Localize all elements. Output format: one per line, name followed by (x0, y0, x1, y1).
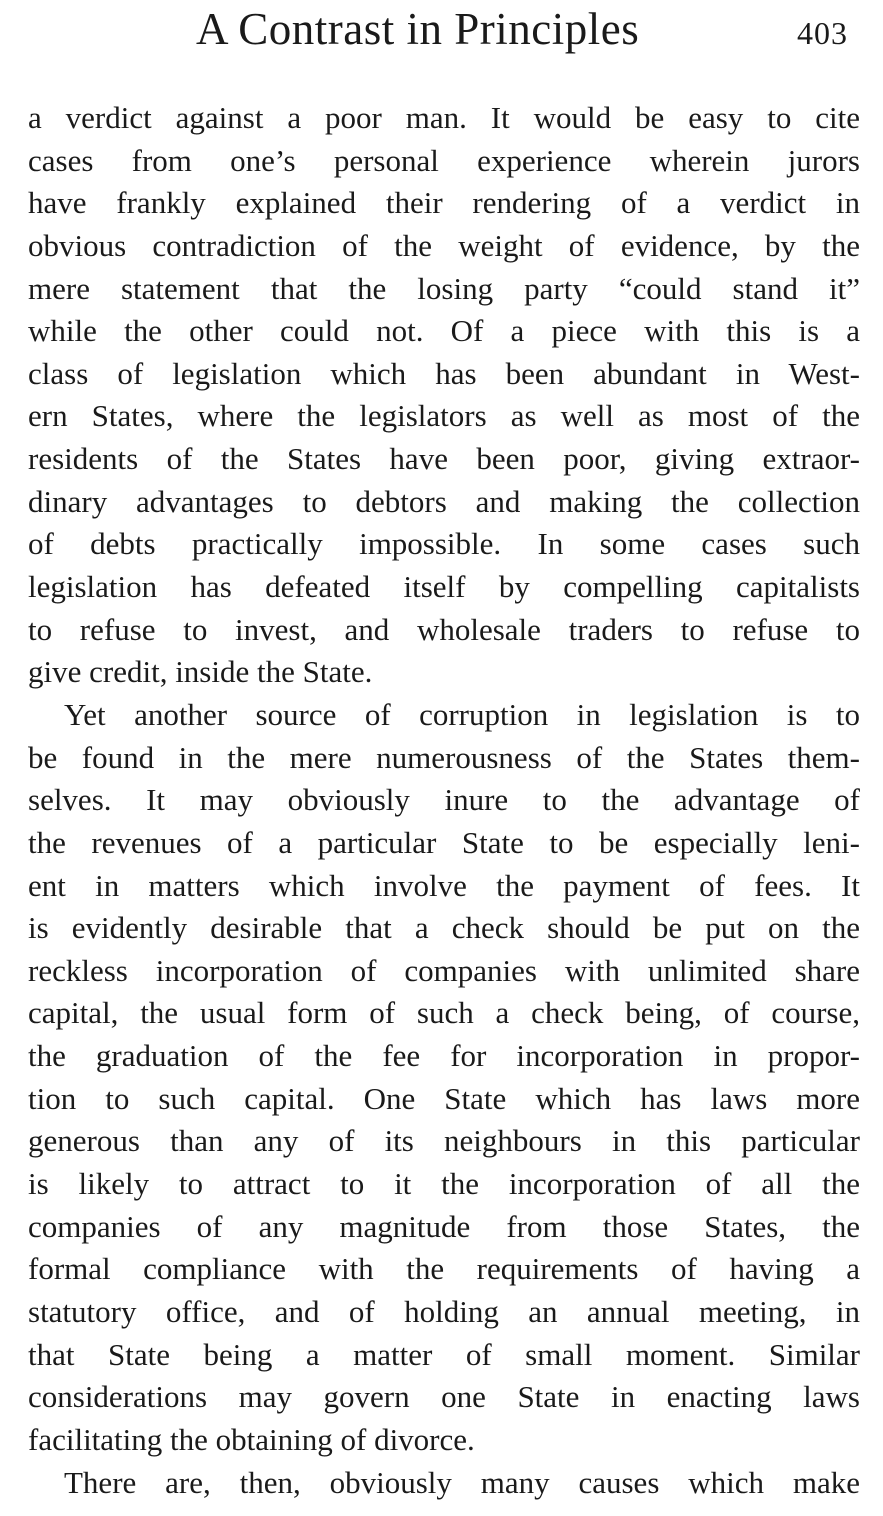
text-line: considerations may govern one State in enacting laws (28, 1379, 860, 1415)
text-line: a verdict against a poor man. It would be easy to cite (28, 100, 860, 135)
text-line: the graduation of the fee for incorporation in propor- (28, 1038, 860, 1074)
text-line: capital, the usual form of such a check being, of course, (28, 995, 860, 1031)
text-line: the revenues of a particular State to be especially leni- (28, 824, 860, 860)
paragraph-end-line: give credit, inside the State. (28, 654, 373, 690)
text-line: is evidently desirable that a check should be put on the (28, 910, 860, 946)
text-line: dinary advantages to debtors and making the collection (28, 483, 860, 519)
text-line: that State being a matter of small moment. Similar (28, 1336, 860, 1372)
text-line: residents of the States have been poor, giving extraor- (28, 441, 860, 477)
text-line: of debts practically impossible. In some cases such (28, 526, 860, 562)
text-line: while the other could not. Of a piece with this is a (28, 313, 860, 349)
text-line: have frankly explained their rendering of a verdict in (28, 185, 860, 221)
text-line: to refuse to invest, and wholesale traders to refuse to (28, 611, 860, 647)
paragraph-end-line: facilitating the obtaining of divorce. (28, 1421, 475, 1457)
text-line: mere statement that the losing party “could stand it” (28, 270, 860, 306)
text-line: formal compliance with the requirements of having a (28, 1251, 860, 1287)
text-line: companies of any magnitude from those States, the (28, 1208, 860, 1244)
text-line: selves. It may obviously inure to the advantage of (28, 782, 860, 818)
text-line: cases from one’s personal experience wherein jurors (28, 142, 860, 178)
text-line: statutory office, and of holding an annual meeting, in (28, 1293, 860, 1329)
text-line: legislation has defeated itself by compelling capitalists (28, 569, 860, 605)
text-line: reckless incorporation of companies with unlimited share (28, 952, 860, 988)
running-head (0, 0, 883, 70)
paragraph-first-line: There are, then, obviously many causes which make (64, 1464, 860, 1500)
text-line: tion to such capital. One State which has laws more (28, 1080, 860, 1116)
page-number: 403 (797, 15, 848, 51)
text-line: ern States, where the legislators as well as most of the (28, 398, 860, 434)
chapter-title: A Contrast in Principles (196, 4, 640, 54)
text-line: be found in the mere numerousness of the States them- (28, 739, 860, 775)
paragraph-first-line: Yet another source of corruption in legislation is to (64, 696, 860, 732)
body-text (28, 97, 860, 1504)
text-line: obvious contradiction of the weight of evidence, by the (28, 227, 860, 263)
text-line: class of legislation which has been abundant in West- (28, 355, 860, 391)
text-line: ent in matters which involve the payment of fees. It (28, 867, 860, 903)
text-line: generous than any of its neighbours in this particular (28, 1123, 860, 1159)
text-line: is likely to attract to it the incorporation of all the (28, 1166, 860, 1202)
